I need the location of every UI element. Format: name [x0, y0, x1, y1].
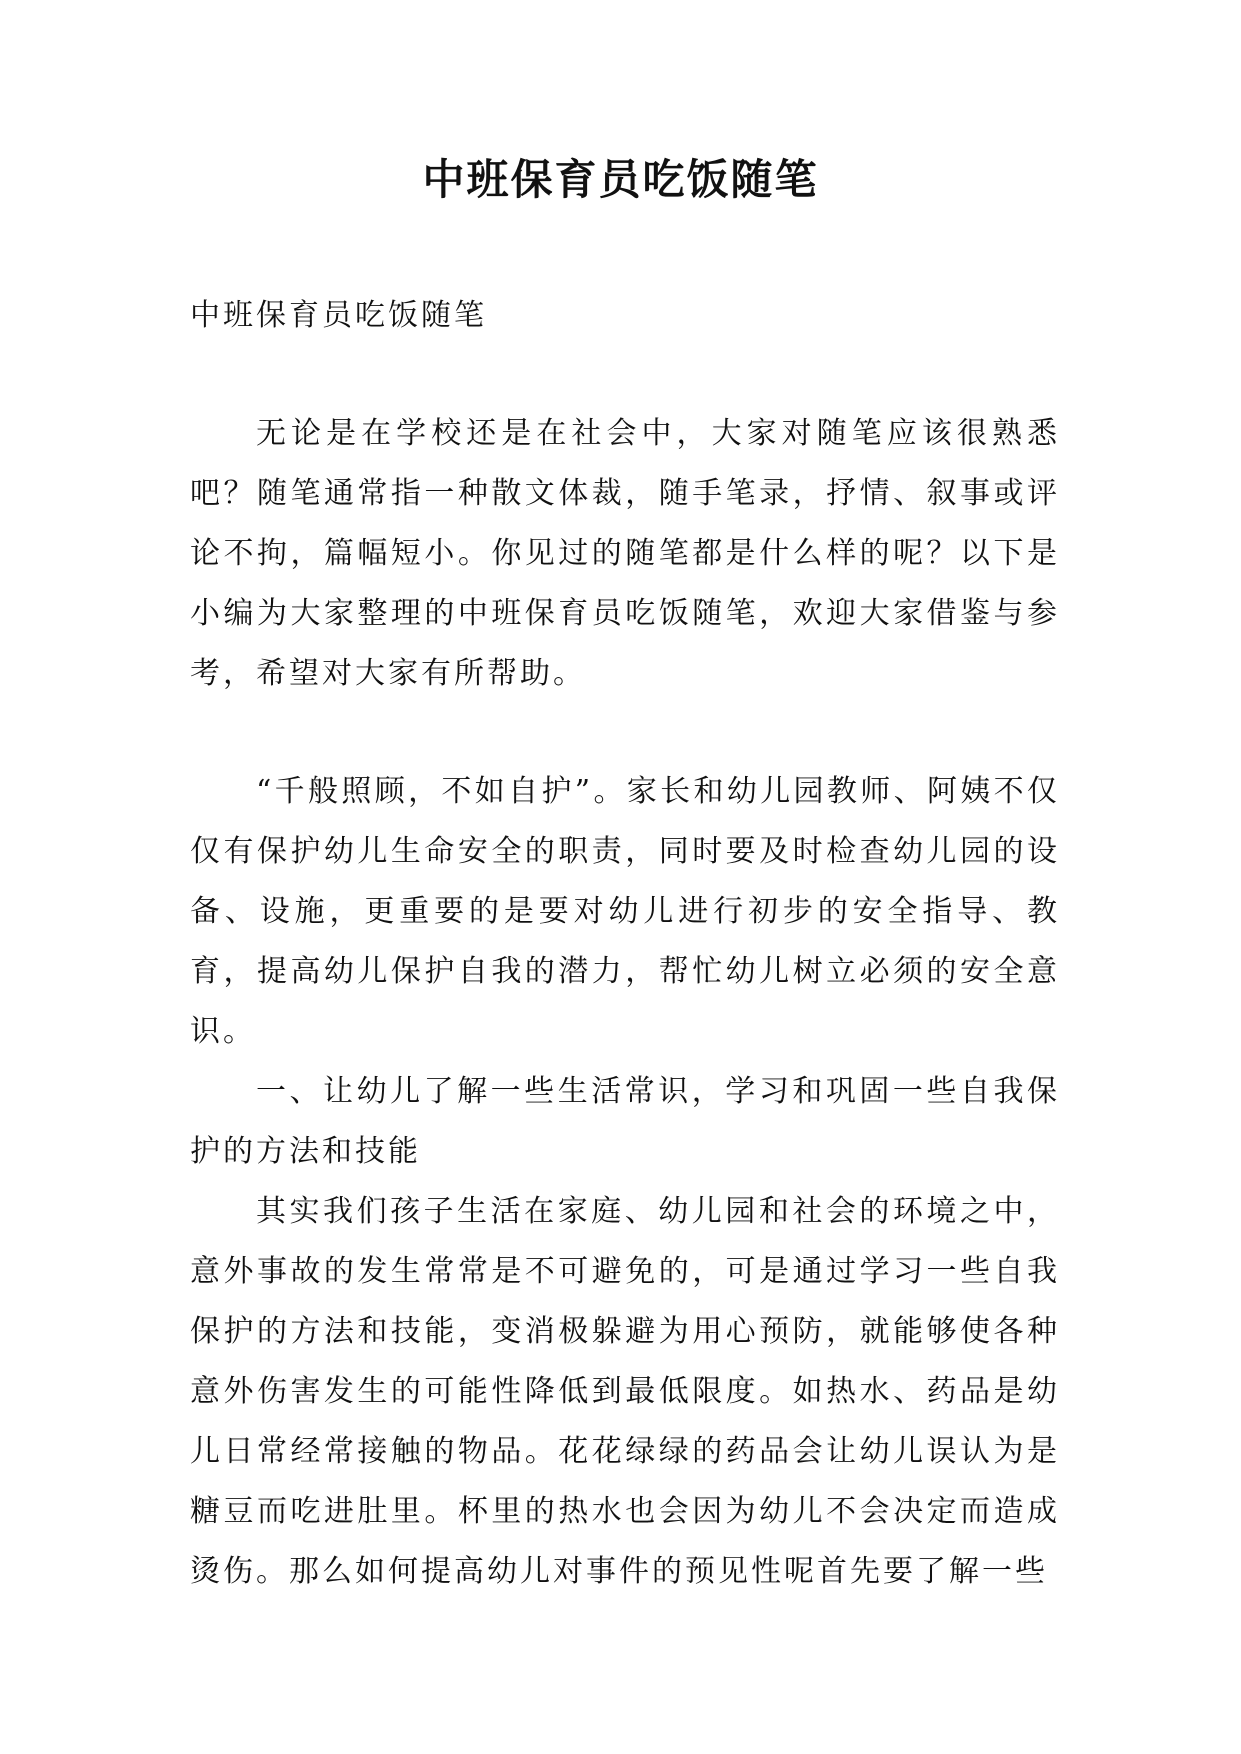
document-title: 中班保育员吃饭随笔 [422, 155, 819, 204]
intro-paragraph: 无论是在学校还是在社会中，大家对随笔应该很熟悉吧？随笔通常指一种散文体裁，随手笔录，抒情、叙事或评论不拘，篇幅短小。你见过的随笔都是什么样的呢？以下是小编为大家整理的中班保育员吃饭随笔，欢迎大家借鉴与参考，希望对大家有所帮助。 [190, 416, 1060, 691]
content-paragraph: 其实我们孩子生活在家庭、幼儿园和社会的环境之中，意外事故的发生常常是不可避免的，可是通过学习一些自我保护的方法和技能，变消极躲避为用心预防，就能够使各种意外伤害发生的可能性降低到最低限度。如热水、药品是幼儿日常经常接触的物品。花花绿绿的药品会让幼儿误认为是糖豆而吃进肚里。杯里的热水也会因为幼儿不会决定而造成烫伤。那么如何提高幼儿对事件的预见性呢首先要了解一些 [190, 1194, 1060, 1589]
subtitle-paragraph: 中班保育员吃饭随笔 [190, 298, 487, 333]
document-body [190, 286, 1060, 1602]
section-heading-paragraph: 一、让幼儿了解一些生活常识，学习和巩固一些自我保护的方法和技能 [190, 1074, 1060, 1169]
safety-paragraph: “千般照顾，不如自护”。家长和幼儿园教师、阿姨不仅仅有保护幼儿生命安全的职责，同时要及时检查幼儿园的设备、设施，更重要的是要对幼儿进行初步的安全指导、教育，提高幼儿保护自我的潜力，帮忙幼儿树立必须的安全意识。 [190, 774, 1060, 1049]
